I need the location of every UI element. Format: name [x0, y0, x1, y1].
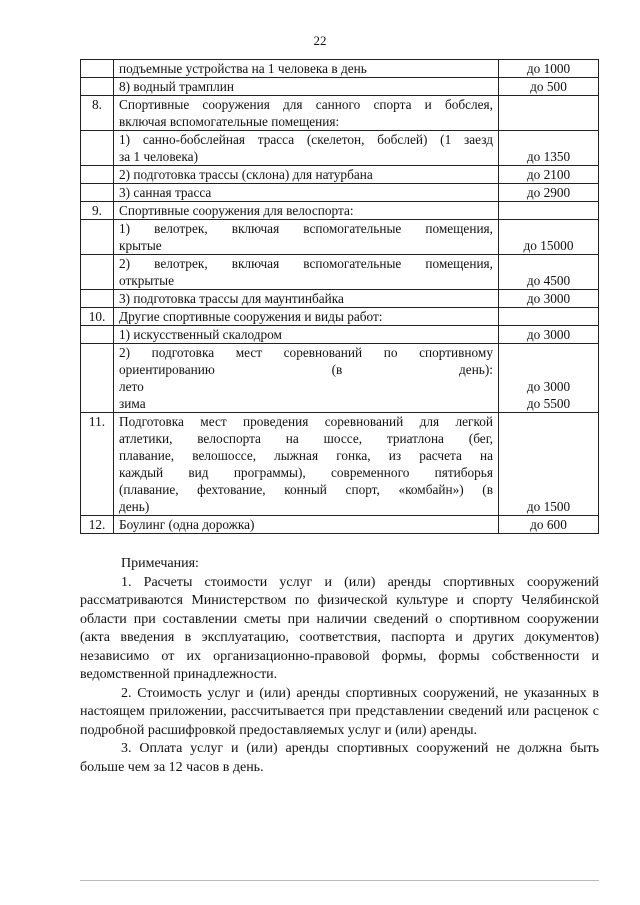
row-number	[81, 60, 114, 78]
description-line: 8) водный трамплин	[119, 79, 235, 94]
description-line: 1) велотрек, включая вспомогательные помещения,	[119, 221, 493, 236]
description-line: включая вспомогательные помещения:	[119, 114, 340, 129]
row-number	[81, 184, 114, 202]
notes-heading: Примечания:	[121, 556, 199, 571]
description-line: зима	[119, 396, 146, 411]
row-price: до 2100	[499, 166, 599, 184]
description-line: за 1 человека)	[119, 149, 199, 164]
description-line: открытые	[119, 273, 174, 288]
row-number	[81, 326, 114, 344]
note-2: 2. Стоимость услуг и (или) аренды спортивных сооружений, не указанных в настоящем приложении, рассчитывается при представлении сведений или расценок с подробной расшифровкой предоставляемых услуг и (или) аренды.	[80, 685, 599, 738]
description-line: 1) искусственный скалодром	[119, 327, 282, 342]
table-row	[81, 516, 599, 534]
table-row	[81, 184, 599, 202]
description-line: (плавание, фехтование, конный спорт, «комбайн») (в	[119, 482, 493, 497]
note-3: 3. Оплата услуг и (или) аренды спортивных сооружений не должна быть больше чем за 12 часов в день.	[80, 741, 599, 775]
description-line: ориентированию (в день):	[119, 362, 493, 377]
description-line: 2) подготовка трассы (склона) для натурбана	[119, 167, 373, 182]
page-number: 22	[313, 33, 327, 48]
footer-rule	[80, 880, 599, 881]
table-row	[81, 290, 599, 308]
row-number	[81, 255, 114, 290]
row-description	[114, 255, 499, 290]
table-row	[81, 60, 599, 78]
row-price: до 1350	[499, 131, 599, 166]
row-description	[114, 344, 499, 413]
description-line: каждый вид программы), современного пятиборья	[119, 465, 493, 480]
description-line: Спортивные сооружения для велоспорта:	[119, 203, 354, 218]
description-line: Другие спортивные сооружения и виды работ:	[119, 309, 383, 324]
row-description	[114, 184, 499, 202]
price-table	[80, 59, 599, 534]
row-price	[499, 202, 599, 220]
row-number: 11.	[81, 413, 114, 516]
row-description	[114, 413, 499, 516]
row-price: до 15000	[499, 220, 599, 255]
table-row	[81, 202, 599, 220]
row-number	[81, 220, 114, 255]
table-row	[81, 131, 599, 166]
row-price: до 500	[499, 78, 599, 96]
description-line: лето	[119, 379, 144, 394]
description-line: 2) велотрек, включая вспомогательные помещения,	[119, 256, 493, 271]
row-description	[114, 220, 499, 255]
row-price: до 1000	[499, 60, 599, 78]
table-row	[81, 326, 599, 344]
description-line: день)	[119, 499, 150, 514]
description-line: крытые	[119, 238, 162, 253]
table-row	[81, 344, 599, 413]
table-row	[81, 78, 599, 96]
row-number	[81, 290, 114, 308]
row-description	[114, 290, 499, 308]
description-line: Спортивные сооружения для санного спорта и бобслея,	[119, 97, 493, 112]
row-price: до 1500	[499, 413, 599, 516]
row-number	[81, 166, 114, 184]
row-price: до 3000	[499, 290, 599, 308]
row-price	[499, 96, 599, 131]
row-price: до 3000	[499, 326, 599, 344]
row-number	[81, 78, 114, 96]
row-description	[114, 96, 499, 131]
note-1: 1. Расчеты стоимости услуг и (или) аренды спортивных сооружений рассматриваются Министерством по физической культуре и спорту Челябинской области при составлении сметы при наличии сведений о спортивном сооружении (акта введения в эксплуатацию, соответствия, паспорта и других документов) независимо от их организационно-правовой формы, формы собственности и ведомственной принадлежности.	[80, 574, 599, 682]
description-line: плавание, велошоссе, лыжная гонка, из расчета на	[119, 448, 493, 463]
description-line: 3) подготовка трассы для маунтинбайка	[119, 291, 344, 306]
notes-section	[80, 555, 599, 777]
row-price: до 3000 до 5500	[499, 344, 599, 413]
description-line: 2) подготовка мест соревнований по спортивному	[119, 345, 493, 360]
row-number: 9.	[81, 202, 114, 220]
row-description	[114, 60, 499, 78]
row-price	[499, 308, 599, 326]
row-price: до 600	[499, 516, 599, 534]
description-line: 1) санно-бобслейная трасса (скелетон, бобслей) (1 заезд	[119, 132, 493, 147]
row-price: до 4500	[499, 255, 599, 290]
description-line: Боулинг (одна дорожка)	[119, 517, 255, 532]
row-description	[114, 166, 499, 184]
row-price: до 2900	[499, 184, 599, 202]
row-number	[81, 131, 114, 166]
row-description	[114, 308, 499, 326]
row-number	[81, 344, 114, 413]
row-description	[114, 202, 499, 220]
row-number: 8.	[81, 96, 114, 131]
description-line: 3) санная трасса	[119, 185, 212, 200]
row-number: 12.	[81, 516, 114, 534]
table-row	[81, 255, 599, 290]
row-description	[114, 326, 499, 344]
row-description	[114, 516, 499, 534]
description-line: атлетики, велоспорта на шоссе, триатлона (бег,	[119, 431, 493, 446]
table-row	[81, 308, 599, 326]
table-row	[81, 220, 599, 255]
description-line: Подготовка мест проведения соревнований для легкой	[119, 414, 493, 429]
table-row	[81, 96, 599, 131]
description-line: подъемные устройства на 1 человека в день	[119, 61, 367, 76]
table-row	[81, 413, 599, 516]
row-number: 10.	[81, 308, 114, 326]
row-description	[114, 78, 499, 96]
row-description	[114, 131, 499, 166]
table-row	[81, 166, 599, 184]
